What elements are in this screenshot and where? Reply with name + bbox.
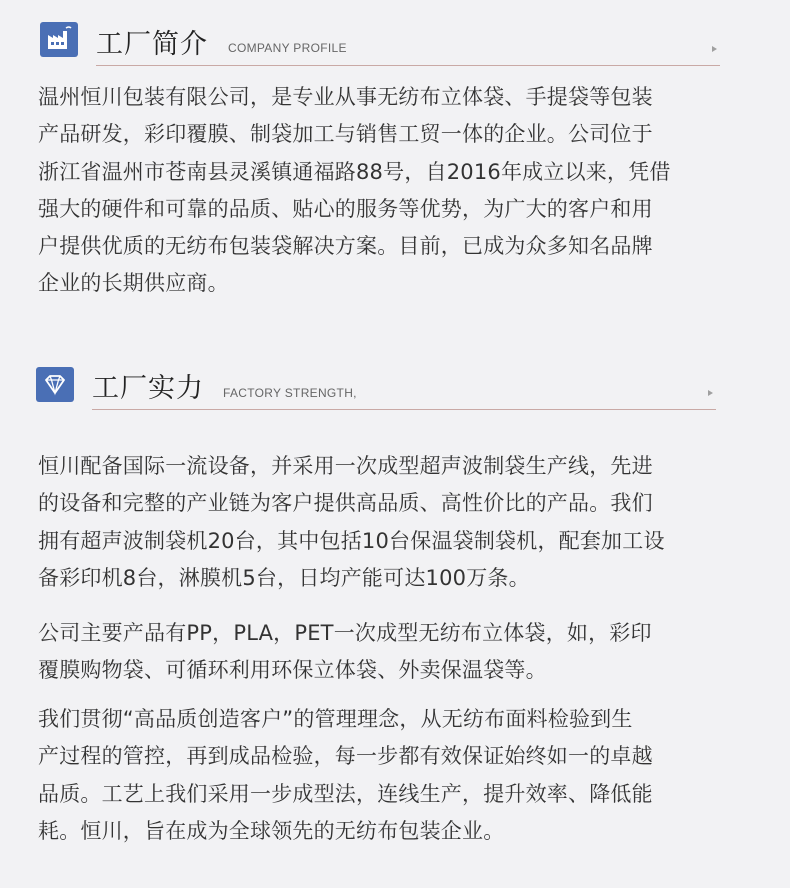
factory-icon: [40, 22, 78, 57]
section-header-factory-strength: [0, 356, 790, 426]
section-title: 工厂简介: [96, 29, 208, 60]
section-divider: [96, 65, 720, 66]
factory-strength-paragraph: 公司主要产品有PP，PLA，PET一次成型无纺布立体袋，如，彩印 覆膜购物袋、可循环利用环保立体袋、外卖保温袋等。: [38, 621, 652, 683]
section-subtitle: COMPANY PROFILE: [228, 41, 347, 55]
section-header-company-profile: [0, 10, 790, 80]
section-divider: [92, 409, 716, 410]
section-title: 工厂实力: [92, 373, 204, 404]
section-subtitle: FACTORY STRENGTH,: [223, 386, 357, 400]
company-profile-paragraph: 温州恒川包装有限公司，是专业从事无纺布立体袋、手提袋等包装 产品研发，彩印覆膜、制袋加工与销售工贸一体的企业。公司位于 浙江省温州市苍南县灵溪镇通福路88号，自2016年成立以来，凭借 强大的硬件和可靠的品质、贴心的服务等优势，为广大的客户和用 户提供优质的无纺布包装袋解决方案。目前，已成为众多知名品牌 企业的长期供应商。: [38, 85, 671, 296]
factory-strength-paragraph: 我们贯彻“高品质创造客户”的管理理念，从无纺布面料检验到生 产过程的管控，再到成品检验，每一步都有效保证始终如一的卓越 品质。工艺上我们采用一步成型法，连线生产，提升效率、降低能 耗。恒川，旨在成为全球领先的无纺布包装企业。: [38, 707, 653, 843]
factory-strength-paragraph: 恒川配备国际一流设备，并采用一次成型超声波制袋生产线，先进 的设备和完整的产业链为客户提供高品质、高性价比的产品。我们 拥有超声波制袋机20台，其中包括10台保温袋制袋机，配套加工设 备彩印机8台，淋膜机5台，日均产能可达100万条。: [38, 454, 665, 590]
arrow-right-icon: [712, 46, 717, 52]
arrow-right-icon: [708, 390, 713, 396]
diamond-icon: [36, 367, 74, 402]
